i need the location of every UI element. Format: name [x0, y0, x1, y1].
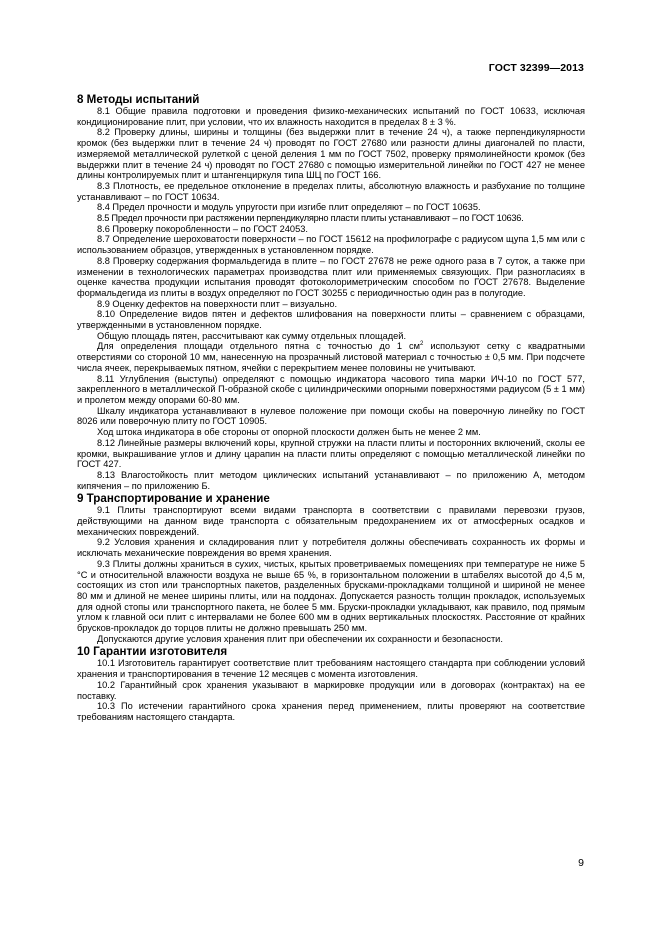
- paragraph: 8.4 Предел прочности и модуль упругости при изгибе плит определяют – по ГОСТ 10635.: [97, 202, 481, 213]
- paragraph: 8.1 Общие правила подготовки и проведения физико-механических испытаний по ГОСТ 10633, исключая кондиционирование плит, при условии, что их влажность находится в пределах 8 ± 3 %.: [77, 106, 585, 127]
- paragraph: 10.1 Изготовитель гарантирует соответствие плит требованиям настоящего стандарта при соблюдении условий хранения и транспортирования в течение 12 месяцев с момента изготовления.: [77, 658, 585, 680]
- paragraph: 8.7 Определение шероховатости поверхности – по ГОСТ 15612 на профилографе с радиусом щупа 1,5 мм или с использованием образцов, утвержденных в установленном порядке.: [77, 234, 585, 256]
- paragraph: Допускаются другие условия хранения плит при обеспечении их сохранности и безопасности.: [97, 633, 503, 644]
- paragraph: 8.5 Предел прочности при растяжении перпендикулярно пласти плиты устанавливают – по ГОСТ 10636.: [97, 213, 524, 224]
- paragraph: Ход штока индикатора в обе стороны от опорной плоскости должен быть не менее 2 мм.: [97, 427, 481, 438]
- document-body: [77, 92, 585, 723]
- paragraph: 10.3 По истечении гарантийного срока хранения перед применением, плиты проверяют на соответствие требованиям настоящего стандарта.: [77, 701, 585, 722]
- paragraph: 8.6 Проверку покоробленности – по ГОСТ 24053.: [97, 223, 308, 234]
- section-title-10: 10 Гарантии изготовителя: [77, 645, 228, 659]
- paragraph: Общую площадь пятен, рассчитывают как сумму отдельных площадей.: [97, 330, 407, 341]
- standard-header: ГОСТ 32399—2013: [488, 62, 584, 74]
- section-title-9: 9 Транспортирование и хранение: [77, 492, 270, 506]
- paragraph: 8.11 Углубления (выступы) определяют с помощью индикатора часового типа марки ИЧ-10 по ГОСТ 577, закрепленного в металлической П-образной скобе с цилиндрическими опорными поверхностями радиусом (5 ± 1 мм) и пролетом между опорами 60-80 мм.: [77, 373, 585, 405]
- paragraph: 8.10 Определение видов пятен и дефектов шлифования на поверхности плиты – сравнением с образцами, утвержденными в установленном порядке.: [77, 309, 585, 331]
- superscript: 2: [420, 341, 424, 348]
- paragraph: 9.3 Плиты должны храниться в сухих, чистых, крытых проветриваемых помещениях при температуре не ниже 5 °C и относительной влажности воздуха не выше 65 %, в горизонтальном положении в штабелях высотой до 4,5 м, состоящих из стоп или транспортных пакетов, разделенных брусками-прокладками толщиной и шириной не менее 80 мм и длиной не менее ширины плиты, или на поддонах. Допускается разность толщин прокладок, используемых для одной стопы или транспортного пакета, не более 5 мм. Бруски-прокладки укладывают, как правило, под прямым углом к главной оси плит с интервалами не более 600 мм в одних вертикальных плоскостях. Расстояние от крайних брусков-прокладок до торцов плиты не должно превышать 250 мм.: [77, 558, 585, 634]
- paragraph: Шкалу индикатора устанавливают в нулевое положение при помощи скобы на поверочную линейку по ГОСТ 8026 или поверочную плиту по ГОСТ 10905.: [77, 405, 585, 427]
- area-text-after: используют сетку с квадратными отверстиями со стороной 10 мм, нанесенную на прозрачный листовой материал с точностью ± 0,5 мм. При подсчете числа ячеек, перекрываемых пятном, ячейки с перекрытием менее половины не учитывают.: [77, 341, 586, 373]
- paragraph: 10.2 Гарантийный срок хранения указывают в маркировке продукции или в договорах (контрактах) на ее поставку.: [77, 679, 585, 701]
- paragraph: 8.9 Оценку дефектов на поверхности плит – визуально.: [97, 298, 338, 309]
- paragraph: 8.2 Проверку длины, ширины и толщины (без выдержки плит в течение 24 ч), а также перпендикулярности кромок (без выдержки плит в течение 24 ч) проводят по ГОСТ 27680 или разности длины диагоналей по пласти, измеряемой металлической рулеткой с ценой деления 1 мм по ГОСТ 7502, проверку прямолинейности кромок (без выдержки плит в течение 24 ч) проводят по ГОСТ 27680 с помощью измерительной линейки по ГОСТ 427 не менее длины контролируемых плит и штангенциркуля типа ШЦ по ГОСТ 166.: [77, 127, 585, 181]
- paragraph-area-measurement: [77, 341, 585, 373]
- paragraph: 8.13 Влагостойкость плит методом циклических испытаний устанавливают – по приложению А, методом кипячения – по приложению Б.: [77, 469, 585, 491]
- section-title-8: 8 Методы испытаний: [77, 93, 200, 106]
- paragraph: 9.1 Плиты транспортируют всеми видами транспорта в соответствии с правилами перевозки грузов, действующими на данном виде транспорта с обязательным предохранением их от атмосферных осадков и механических повреждений.: [77, 505, 585, 537]
- area-text-before: Для определения площади отдельного пятна с точностью до 1 см: [97, 341, 421, 352]
- paragraph: 8.12 Линейные размеры включений коры, крупной стружки на пласти плиты и посторонних включений, сколы ее кромки, выкрашивание углов и длину царапин на пласти плиты определяют с помощью металлической линейки по ГОСТ 427.: [77, 437, 585, 470]
- paragraph: 9.2 Условия хранения и складирования плит у потребителя должны обеспечивать сохранность их формы и исключать механические повреждения во время хранения.: [77, 537, 585, 559]
- paragraph: 8.3 Плотность, ее предельное отклонение в пределах плиты, абсолютную влажность и разбухание по толщине устанавливают – по ГОСТ 10634.: [77, 180, 585, 202]
- paragraph: 8.8 Проверку содержания формальдегида в плите – по ГОСТ 27678 не реже одного раза в 7 суток, а также при изменении в технологических параметрах производства плит или применяемых связующих. При разногласиях в оценке качества продукции испытания проводят фотоколориметрическим способом по ГОСТ 27678. Выделение формальдегида из плиты в воздух определяют по ГОСТ 30255 с периодичностью один раз в полугодие.: [77, 255, 585, 298]
- page-number: 9: [578, 857, 584, 869]
